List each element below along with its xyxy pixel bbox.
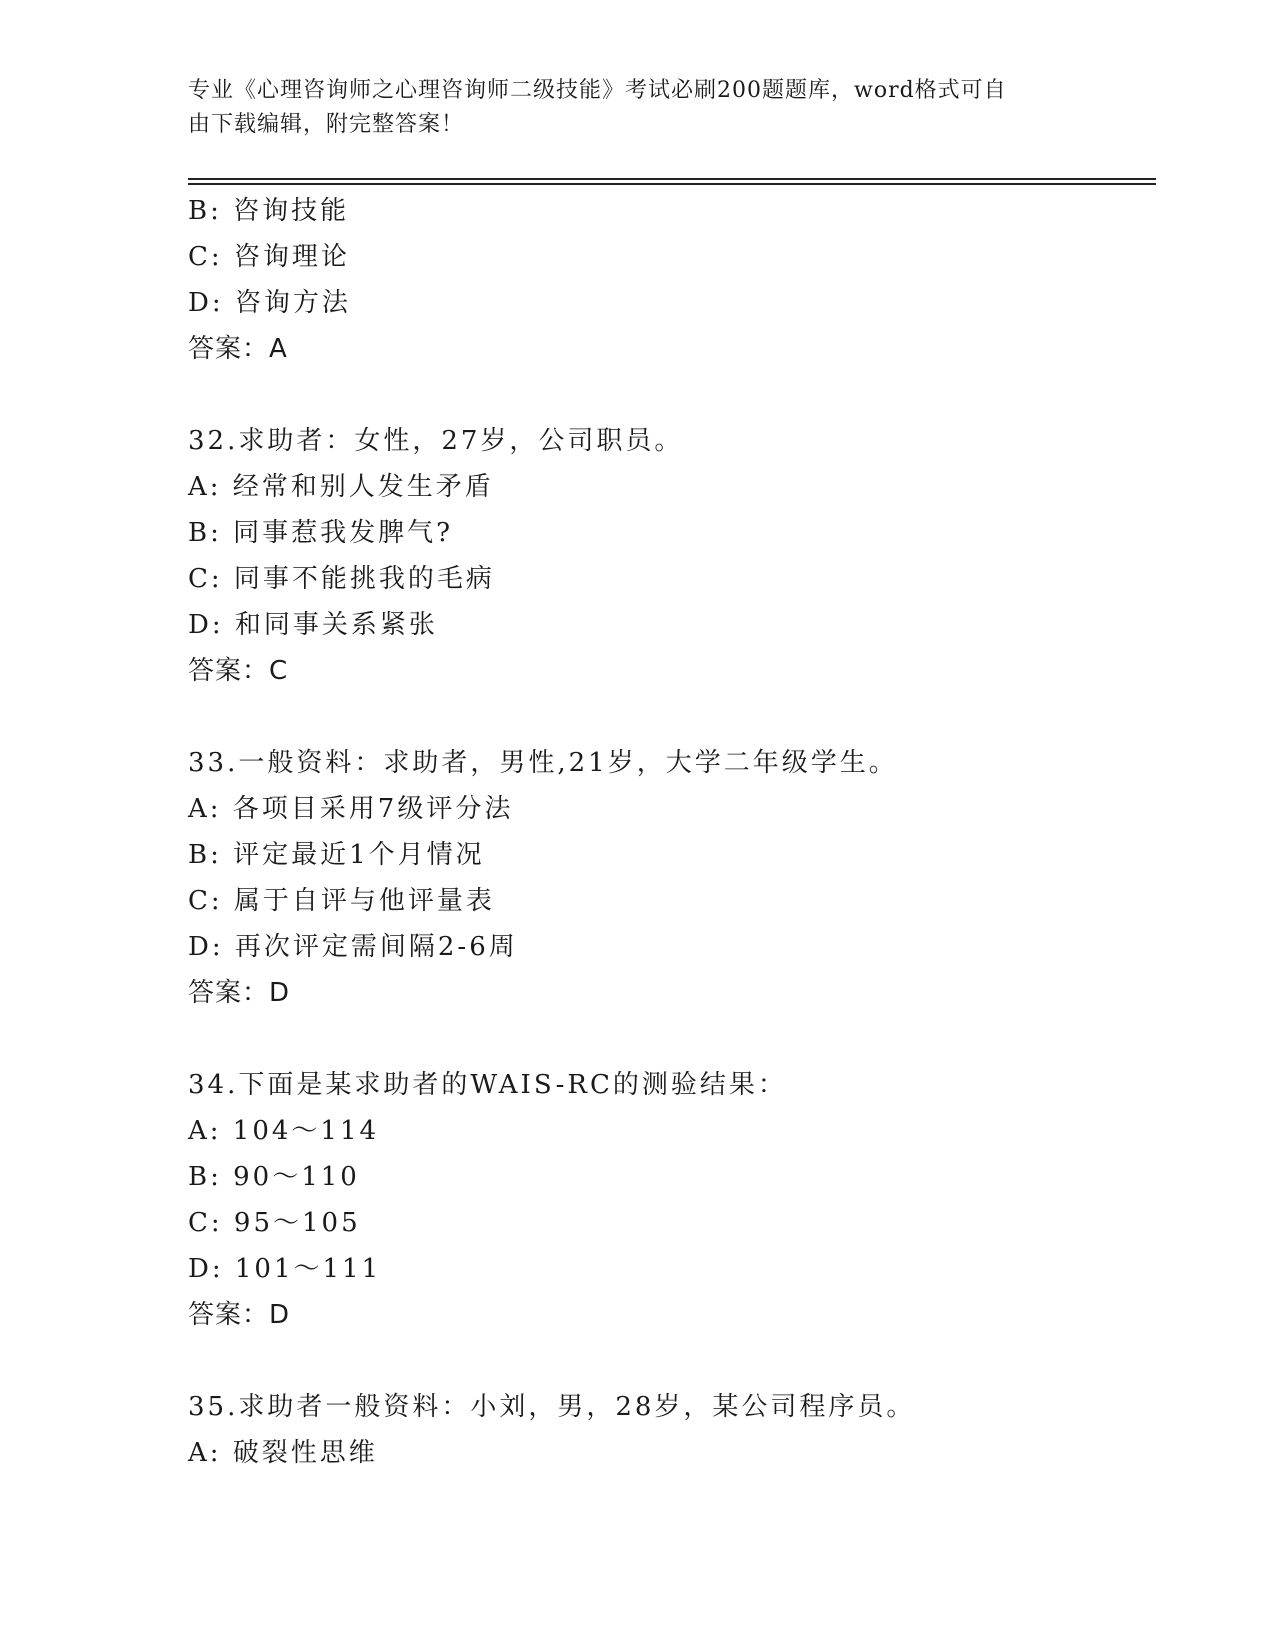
q31-option-b: B: 咨询技能 xyxy=(188,196,350,226)
q33-option-c: C: 属于自评与他评量表 xyxy=(188,886,495,916)
q31-option-d: D: 咨询方法 xyxy=(188,288,351,318)
q32-stem: 32.求助者：女性，27岁，公司职员。 xyxy=(188,426,684,456)
q35-option-a: A: 破裂性思维 xyxy=(188,1438,378,1468)
q33-option-b: B: 评定最近1个月情况 xyxy=(188,840,485,870)
q33-stem: 33.一般资料：求助者，男性,21岁，大学二年级学生。 xyxy=(188,748,898,778)
q34-option-b: B: 90～110 xyxy=(188,1162,360,1192)
q33-option-a: A: 各项目采用7级评分法 xyxy=(188,794,514,824)
q32-option-c: C: 同事不能挑我的毛病 xyxy=(188,564,495,594)
question-list xyxy=(188,188,1156,1476)
spacer xyxy=(188,1016,1156,1062)
q34-option-d: D: 101～111 xyxy=(188,1254,382,1284)
q31-answer: 答案：A xyxy=(188,334,288,364)
header-divider-top xyxy=(188,178,1156,180)
document-header-note xyxy=(188,74,1068,142)
spacer xyxy=(188,1338,1156,1384)
q34-option-a: A: 104～114 xyxy=(188,1116,380,1146)
spacer xyxy=(188,372,1156,418)
q31-option-c: C: 咨询理论 xyxy=(188,242,350,272)
q34-option-c: C: 95～105 xyxy=(188,1208,361,1238)
q32-answer: 答案：C xyxy=(188,656,289,686)
q33-answer: 答案：D xyxy=(188,978,291,1008)
header-line-1: 专业《心理咨询师之心理咨询师二级技能》考试必刷200题题库，word格式可自 xyxy=(188,78,1007,103)
q32-option-a: A: 经常和别人发生矛盾 xyxy=(188,472,494,502)
q34-answer: 答案：D xyxy=(188,1300,291,1330)
q34-stem: 34.下面是某求助者的WAIS-RC的测验结果： xyxy=(188,1070,787,1100)
q32-option-d: D: 和同事关系紧张 xyxy=(188,610,438,640)
header-divider-bottom xyxy=(188,183,1156,185)
spacer xyxy=(188,694,1156,740)
q33-option-d: D: 再次评定需间隔2-6周 xyxy=(188,932,518,962)
q32-option-b: B: 同事惹我发脾气? xyxy=(188,518,454,548)
q35-stem: 35.求助者一般资料：小刘，男，28岁，某公司程序员。 xyxy=(188,1392,916,1422)
header-line-2: 由下载编辑，附完整答案！ xyxy=(188,112,465,137)
